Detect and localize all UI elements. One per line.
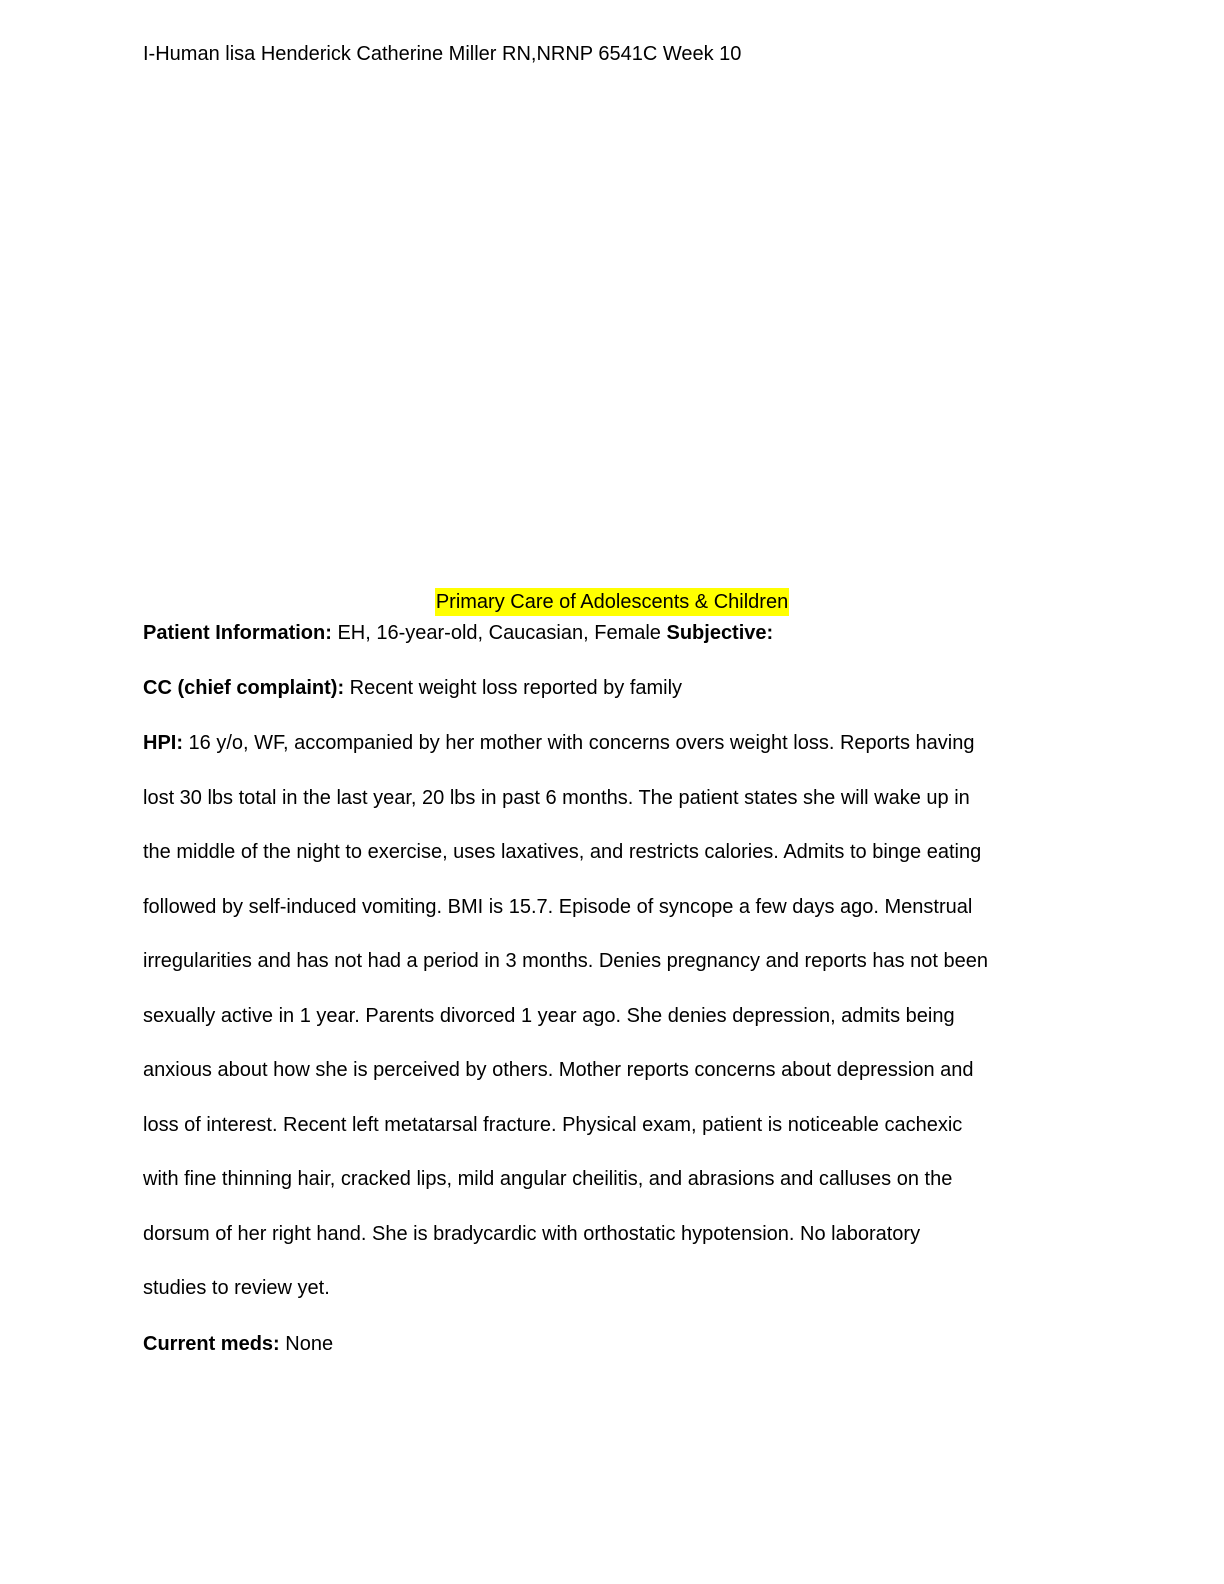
current-meds-label: Current meds:	[143, 1333, 280, 1355]
hpi-line: anxious about how she is perceived by others. Mother reports concerns about depression and	[143, 1059, 974, 1081]
document-header: I-Human lisa Henderick Catherine Miller RN,NRNP 6541C Week 10	[143, 43, 742, 65]
hpi-section	[143, 729, 1073, 1329]
chief-complaint-value: Recent weight loss reported by family	[344, 677, 683, 699]
hpi-line: dorsum of her right hand. She is bradycardic with orthostatic hypotension. No laboratory	[143, 1222, 921, 1245]
chief-complaint-label: CC (chief complaint):	[143, 677, 345, 699]
document-title: Primary Care of Adolescents & Children	[435, 588, 789, 616]
hpi-line	[143, 729, 1073, 784]
hpi-line: loss of interest. Recent left metatarsal fracture. Physical exam, patient is noticeable cachexic	[143, 1113, 963, 1136]
hpi-line: lost 30 lbs total in the last year, 20 lbs in past 6 months. The patient states she will wake up in	[143, 786, 970, 809]
patient-information-line	[143, 619, 773, 647]
title-container	[0, 588, 1224, 616]
current-meds-line	[143, 1330, 333, 1358]
current-meds-value: None	[279, 1333, 334, 1355]
hpi-label: HPI:	[143, 732, 183, 754]
hpi-line: followed by self-induced vomiting. BMI is 15.7. Episode of syncope a few days ago. Menstrual	[143, 895, 973, 918]
hpi-line: studies to review yet.	[143, 1277, 330, 1299]
hpi-line: irregularities and has not had a period in 3 months. Denies pregnancy and reports has not been	[143, 950, 988, 972]
chief-complaint-line	[143, 674, 682, 702]
patient-information-label: Patient Information:	[143, 622, 332, 644]
patient-information-value: EH, 16-year-old, Caucasian, Female	[331, 622, 667, 644]
hpi-line: with fine thinning hair, cracked lips, mild angular cheilitis, and abrasions and calluses on the	[143, 1168, 953, 1190]
hpi-text: 16 y/o, WF, accompanied by her mother with concerns overs weight loss. Reports having	[183, 732, 975, 754]
hpi-line: sexually active in 1 year. Parents divorced 1 year ago. She denies depression, admits being	[143, 1004, 955, 1027]
hpi-line: the middle of the night to exercise, uses laxatives, and restricts calories. Admits to binge eating	[143, 841, 982, 863]
subjective-label: Subjective:	[666, 622, 774, 644]
